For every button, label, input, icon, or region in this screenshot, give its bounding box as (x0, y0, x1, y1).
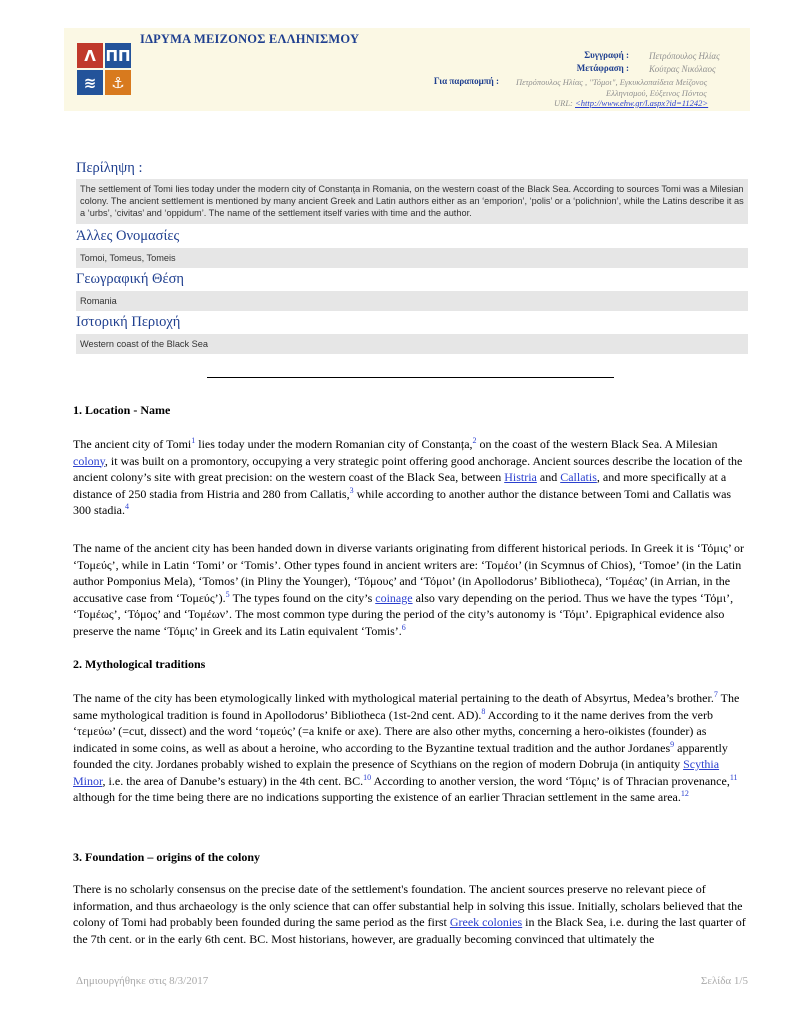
translation-value: Κούτρας Νικόλαος (649, 64, 716, 74)
greek-colonies-link[interactable]: Greek colonies (449, 915, 523, 929)
location-heading: Γεωγραφική Θέση (76, 271, 184, 287)
location-box: Romania (76, 291, 748, 311)
section-2-paragraph: The name of the city has been etymologically linked with mythological material pertaining to the death of Absyrtus, Medea’s brother.$^7$ The same mythological tradition is found in Apollodorus’ Bibliotheca (1st-2nd cent. AD).$^8$ According to it the name derives from the verb ‘τεμεύω’ (=cut, dissect) and the word ‘τομεύς’ (=a knife or axe). There are also other myths, concerning a hero-oikistes (founder) as indicated in some coins, as well as about a heroine, who according to the Byzantine textual tradition and the author Jordanes$^9$ apparently founded the city. Jordanes probably wished to explain the presence of Scythians on the region of modern Dobruja (in antiquity Scythia Minor, i.e. the area of Danube’s estuary) in the 4th cent. BC.$^{10}$ According to another version, the word ‘Τόμις’ is of Thracian provenance,$^{11}$ although for the time being there are no indications supporting the existence of an earlier Thracian settlement in the same area.$^{12}$ (73, 690, 740, 804)
region-box: Western coast of the Black Sea (76, 334, 748, 354)
section-1-heading: 1. Location - Name (73, 403, 171, 417)
logo-temple-icon: ΠΠ (105, 43, 131, 68)
url-prefix: URL: (554, 98, 576, 108)
url-line (554, 98, 708, 108)
summary-text-box: The settlement of Tomi lies today under the modern city of Constanța in Romania, on the western coast of the Black Sea. According to sources Tomi was a Milesian colony. The ancient settlement is mentioned by many ancient Greek and Latin authors either as an ‘emporion’, ‘polis’ or a ‘polichnion’, while the Latins describe it as a ‘urbs’, ‘civitas’ and ‘oppidum’. The name of the settlement itself varies with time and the author. (76, 179, 748, 224)
coinage-link[interactable]: coinage (375, 590, 413, 605)
logo-triangle-icon: Λ (77, 43, 103, 68)
other-names-heading: Άλλες Ονομασίες (76, 228, 180, 244)
colony-link[interactable]: colony (73, 453, 105, 468)
author-label: Συγγραφή : (584, 50, 629, 60)
callatis-link[interactable]: Callatis (560, 470, 597, 484)
histria-link[interactable]: Histria (504, 470, 537, 484)
organization-title: ΙΔΡΥΜΑ ΜΕΙΖΟΝΟΣ ΕΛΛΗΝΙΣΜΟΥ (140, 32, 360, 46)
translation-label: Μετάφραση : (576, 63, 629, 73)
section-2-heading: 2. Mythological traditions (73, 657, 206, 671)
section-1-paragraph-2: The name of the ancient city has been handed down in diverse variants originating from different historical periods. In Greek it is ‘Τόμις’ or ‘Τομεύς’, while in Latin ‘Tomi’ or ‘Tomis’. Other types found in ancient writers are: ‘Τομέοι’ (in Scymnus of Chios), ‘Tomoe’ (in the Latin author Pomponius Mela), ‘Tomos’ (in Pliny the Younger), ‘Τόμους’ and ‘Τόμοι’ (in Apollodorus’ Bibliotheca), ‘Τομέας’ (in Arrian, in the accusative case from ‘Τομεύς’).$^5$ The types found on the city’s coinage also vary depending on the period. Thus we have the types ‘Τόμι’, ‘Τομέως’, ‘Τόμος’ and ‘Τομέων’. The most common type during the period of the city’s autonomy is ‘Τόμι’. Epigraphical evidence also preserve the name ‘Τόμις’ in Greek and its Latin equivalent ‘Tomis’.$^6$ (73, 541, 744, 638)
logo-wave-icon: ≋ (77, 70, 103, 95)
divider-line (207, 377, 614, 378)
author-value: Πετρόπουλος Ηλίας (649, 51, 720, 61)
citation-line-2: Ελληνισμού, Εύξεινος Πόντος (606, 88, 707, 98)
citation-line-1: Πετρόπουλος Ηλίας , "Τόμοι", Εγκυκλοπαίδεια Μείζονος (516, 77, 708, 87)
foundation-logo (77, 43, 131, 95)
scythia-minor-link[interactable]: Scythia Minor (73, 757, 720, 788)
region-heading: Ιστορική Περιοχή (76, 314, 181, 330)
summary-heading: Περίληψη : (76, 160, 143, 176)
section-3-paragraph: There is no scholarly consensus on the precise date of the settlement's foundation. The ancient sources preserve no relevant piece of information, and thus archaeology is the only science that can offer substantial help in solving this issue. Initially, scholars believed that the colony of Tomi had probably been founded during the same period as the first Greek colonies in the Black Sea, i.e. during the last quarter of the 7th cent. or in the early 6th cent. BC. Most historians, however, are gradually becoming convinced that ultimately the (73, 882, 746, 946)
footer-page-number: Σελίδα 1/5 (700, 975, 748, 987)
logo-anchor-icon: ⚓ (105, 70, 131, 95)
section-3-heading: 3. Foundation – origins of the colony (73, 850, 261, 864)
other-names-box: Tomoi, Tomeus, Tomeis (76, 248, 748, 268)
footer-created-date: Δημιουργήθηκε στις 8/3/2017 (76, 975, 209, 987)
document-header (64, 28, 750, 111)
citation-url-link[interactable]: <http://www.ehw.gr/l.aspx?id=11242> (575, 98, 709, 108)
citation-label: Για παραπομπή : (433, 76, 499, 86)
section-1-paragraph-1: The ancient city of Tomi$^1$ lies today under the modern Romanian city of Constanța,$^2$ on the coast of the western Black Sea. A Milesian colony, it was built on a promontory, occupying a very strategic point offering good anchorage. Ancient sources describe the location of the ancient colony’s site with great precision: on the western coast of the Black Sea, between Histria and Callatis, and more specifically at a distance of 250 stadia from Histria and 280 from Callatis,$^3$ while according to another author the distance between Tomi and Callatis was 300 stadia.$^4$ (73, 436, 743, 517)
